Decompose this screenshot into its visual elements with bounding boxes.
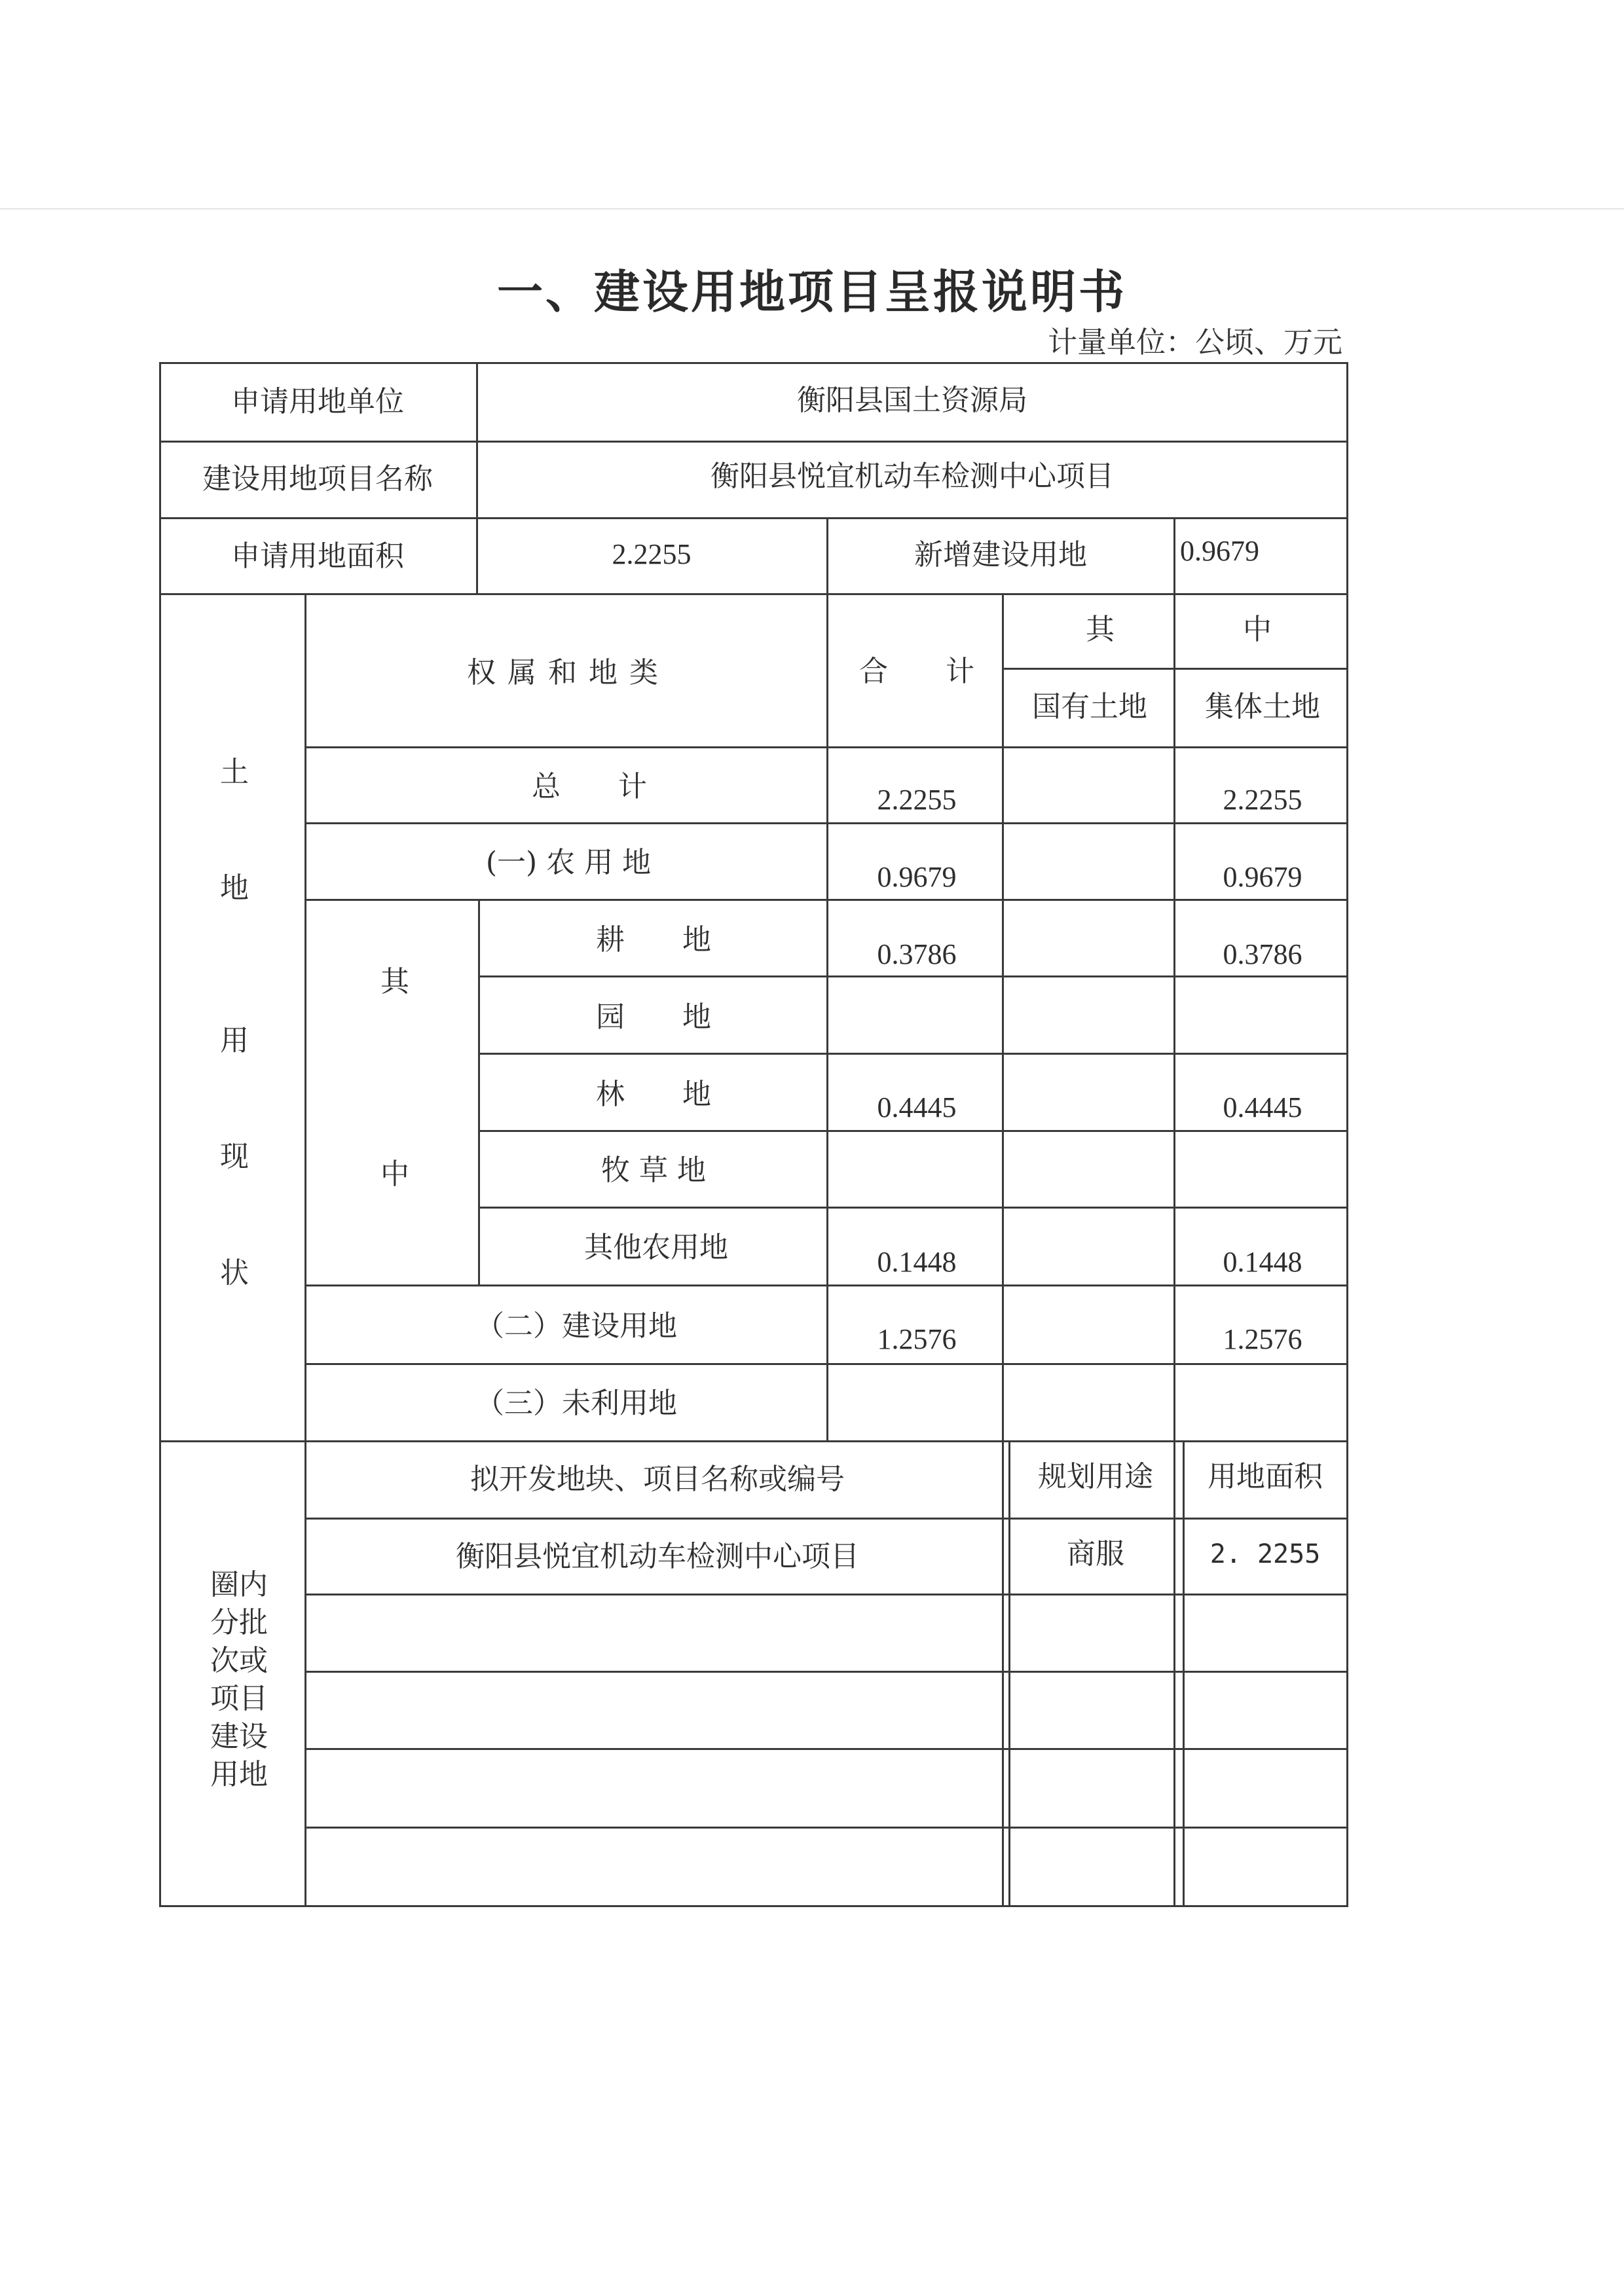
- grid-line: [304, 593, 306, 1906]
- grid-line: [1002, 593, 1004, 1906]
- applicant-value: 衡阳县国土资源局: [797, 384, 1027, 417]
- new-construction-value: 0.9679: [1180, 535, 1259, 567]
- grid-line: [159, 1440, 1348, 1442]
- side-label-char: 现: [220, 1140, 249, 1173]
- cell-collective: 2.2255: [1223, 784, 1302, 816]
- grid-line: [478, 1053, 1348, 1055]
- cell-total: 2.2255: [877, 784, 957, 816]
- batch-name-header: 拟开发地块、项目名称或编号: [470, 1463, 845, 1496]
- cell-collective: 0.1448: [1223, 1246, 1302, 1278]
- batch-area-header: 用地面积: [1208, 1460, 1323, 1493]
- row-label-garden: 园 地: [596, 1000, 711, 1034]
- unit-note: 计量单位：公顷、万元: [1047, 325, 1342, 359]
- grid-line: [1173, 517, 1175, 1906]
- grid-line: [304, 1285, 1348, 1286]
- cell-total: 0.9679: [877, 861, 957, 893]
- page-title: 一、建设用地项目呈报说明书: [497, 265, 1127, 319]
- project-value: 衡阳县悦宜机动车检测中心项目: [710, 460, 1114, 493]
- state-land-header: 国有土地: [1032, 690, 1147, 723]
- total-header: 合 计: [859, 655, 974, 688]
- table-border-bottom: [159, 1905, 1348, 1907]
- batch-row-use: 商服: [1067, 1537, 1124, 1571]
- cell-collective: 0.9679: [1223, 861, 1302, 893]
- cell-total: 1.2576: [877, 1323, 957, 1355]
- grid-line: [304, 1671, 1348, 1673]
- grid-line: [304, 1827, 1348, 1829]
- cell-total: 0.1448: [877, 1246, 957, 1278]
- batch-side-label-line: 圈内: [210, 1568, 268, 1601]
- category-header: 权属和地类: [467, 656, 670, 689]
- area-value: 2.2255: [612, 538, 692, 570]
- area-label: 申请用地面积: [231, 539, 404, 573]
- grid-line: [304, 746, 1348, 748]
- grid-line: [159, 517, 1348, 519]
- grid-line: [304, 1363, 1348, 1365]
- grid-line: [478, 975, 1348, 977]
- cell-collective: 0.4445: [1223, 1091, 1302, 1123]
- side-label-char: 地: [220, 871, 249, 905]
- grid-line: [826, 517, 828, 1440]
- batch-side-label-line: 用地: [210, 1758, 268, 1791]
- batch-side-label-line: 次或: [210, 1644, 268, 1677]
- grid-line: [478, 899, 480, 1285]
- grid-line: [159, 593, 1348, 595]
- row-label-forest: 林 地: [596, 1078, 711, 1111]
- row-label-pasture: 牧 草 地: [601, 1154, 706, 1187]
- batch-side-label: [203, 1566, 275, 1794]
- collective-land-header: 集体土地: [1205, 690, 1320, 723]
- grid-line: [304, 1594, 1348, 1595]
- side-label-char: 土: [220, 756, 249, 789]
- grid-line: [304, 822, 1348, 824]
- batch-side-label-line: 建设: [210, 1720, 268, 1753]
- batch-side-label-line: 分批: [210, 1606, 268, 1639]
- cell-total: 0.3786: [877, 938, 957, 970]
- side-label-char: 状: [220, 1256, 249, 1290]
- row-label-agricultural: (一) 农 用 地: [485, 846, 652, 879]
- new-construction-label: 新增建设用地: [914, 538, 1087, 572]
- grid-line: [304, 1748, 1348, 1750]
- project-label: 建设用地项目名称: [202, 462, 433, 496]
- grid-line: [478, 1130, 1348, 1132]
- batch-row-area: 2. 2255: [1209, 1539, 1321, 1569]
- grid-line: [304, 899, 1348, 901]
- row-label-cultivated: 耕 地: [596, 923, 711, 957]
- qizhong-char: 中: [380, 1157, 409, 1191]
- row-label-other-agricultural: 其他农用地: [584, 1231, 728, 1264]
- batch-row-name: 衡阳县悦宜机动车检测中心项目: [456, 1540, 859, 1573]
- row-label-unused: （三）未利用地: [475, 1387, 677, 1420]
- of-which-header-2: 中: [1243, 613, 1272, 646]
- row-label-total: 总 计: [532, 770, 647, 803]
- grid-line: [1008, 1440, 1010, 1906]
- cell-collective: 0.3786: [1223, 938, 1302, 970]
- grid-line: [1183, 1440, 1185, 1906]
- scan-edge: [0, 208, 1624, 210]
- grid-line: [476, 362, 478, 595]
- grid-line: [159, 441, 1348, 443]
- row-label-construction: （二）建设用地: [475, 1309, 677, 1343]
- applicant-label: 申请用地单位: [231, 385, 404, 418]
- grid-line: [304, 1518, 1348, 1520]
- qizhong-char: 其: [380, 965, 409, 998]
- side-label-char: 用: [220, 1024, 249, 1057]
- batch-use-header: 规划用途: [1038, 1460, 1153, 1493]
- cell-collective: 1.2576: [1223, 1323, 1302, 1355]
- grid-line: [1002, 668, 1348, 670]
- table-border-top: [159, 362, 1348, 364]
- cell-total: 0.4445: [877, 1091, 957, 1123]
- batch-side-label-line: 项目: [210, 1682, 268, 1715]
- grid-line: [478, 1207, 1348, 1209]
- of-which-header-1: 其: [1086, 613, 1115, 646]
